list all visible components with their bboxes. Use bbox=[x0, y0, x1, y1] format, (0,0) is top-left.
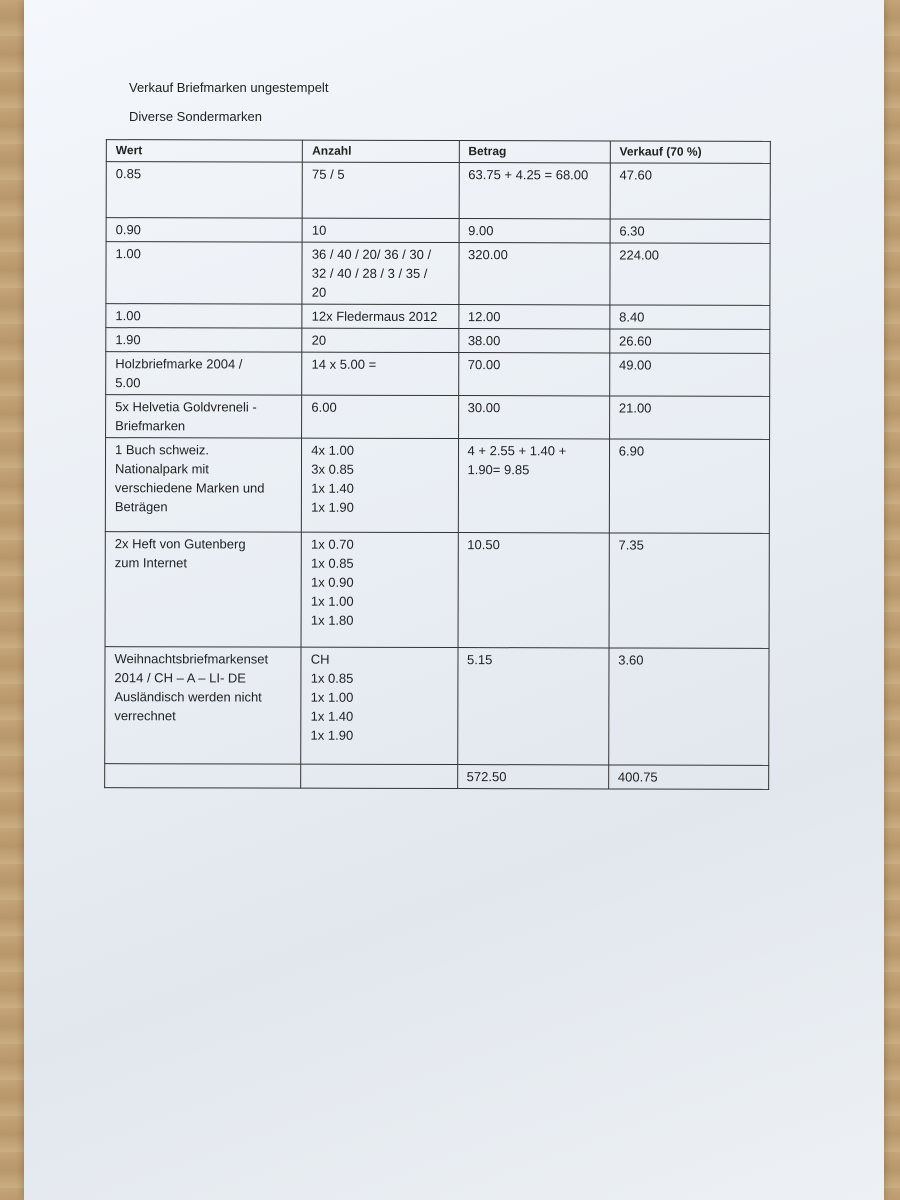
cell-anzahl: 20 bbox=[302, 328, 458, 352]
cell-betrag: 5.15 bbox=[457, 648, 609, 765]
paper-sheet bbox=[24, 0, 884, 1200]
cell-verkauf: 26.60 bbox=[610, 329, 770, 353]
cell-betrag: 320.00 bbox=[458, 243, 609, 305]
cell-betrag: 70.00 bbox=[458, 353, 609, 396]
cell-anzahl: 1x 0.70 1x 0.85 1x 0.90 1x 1.00 1x 1.80 bbox=[301, 532, 458, 647]
header-betrag: Betrag bbox=[459, 141, 610, 163]
table-row bbox=[106, 218, 770, 244]
table-row bbox=[106, 242, 770, 306]
cell-betrag: 63.75 + 4.25 = 68.00 bbox=[459, 163, 610, 219]
cell-wert: 5x Helvetia Goldvreneli - Briefmarken bbox=[106, 395, 302, 439]
cell-anzahl: 4x 1.00 3x 0.85 1x 1.40 1x 1.90 bbox=[302, 438, 458, 532]
cell-wert: 0.85 bbox=[106, 162, 302, 219]
cell-betrag: 4 + 2.55 + 1.40 + 1.90= 9.85 bbox=[458, 439, 609, 533]
table-row bbox=[106, 395, 770, 440]
cell-wert: 0.90 bbox=[106, 218, 302, 243]
cell-verkauf: 49.00 bbox=[609, 353, 769, 396]
stamps-table bbox=[104, 139, 771, 790]
cell-verkauf: 224.00 bbox=[610, 243, 770, 305]
header-anzahl: Anzahl bbox=[303, 140, 459, 162]
table-row bbox=[106, 352, 770, 397]
table-row bbox=[105, 532, 769, 649]
cell-betrag: 9.00 bbox=[459, 219, 610, 243]
cell-betrag: 12.00 bbox=[458, 305, 609, 329]
cell-wert: 1.90 bbox=[106, 328, 302, 353]
cell-total-verkauf: 400.75 bbox=[608, 765, 768, 789]
table-row bbox=[106, 162, 770, 220]
header-verkauf: Verkauf (70 %) bbox=[610, 141, 770, 163]
cell-wert: Weihnachtsbriefmarkenset 2014 / CH – A – LI- DE Ausländisch werden nicht verrechnet bbox=[105, 647, 302, 765]
cell-wert: 1 Buch schweiz. Nationalpark mit verschiedene Marken und Beträgen bbox=[105, 438, 302, 533]
cell-anzahl: 6.00 bbox=[302, 395, 458, 438]
cell-wert: 1.00 bbox=[106, 304, 302, 329]
cell-anzahl: 36 / 40 / 20/ 36 / 30 / 32 / 40 / 28 / 3 / 35 / 20 bbox=[302, 242, 458, 304]
document-subtitle: Diverse Sondermarken bbox=[129, 109, 262, 124]
cell-verkauf: 3.60 bbox=[608, 648, 769, 765]
cell-verkauf: 21.00 bbox=[609, 396, 769, 439]
table-row bbox=[106, 304, 770, 330]
table-row bbox=[105, 438, 769, 534]
table-row bbox=[106, 328, 770, 354]
cell-verkauf: 8.40 bbox=[610, 305, 770, 329]
cell-wert: 2x Heft von Gutenberg zum Internet bbox=[105, 532, 302, 648]
table-header-row bbox=[106, 140, 770, 164]
cell-verkauf: 6.90 bbox=[609, 439, 770, 533]
cell-anzahl: CH 1x 0.85 1x 1.00 1x 1.40 1x 1.90 bbox=[301, 647, 458, 764]
cell-anzahl: 12x Fledermaus 2012 bbox=[302, 304, 458, 328]
table-total-row bbox=[105, 764, 769, 790]
header-wert: Wert bbox=[106, 140, 302, 163]
cell-wert: Holzbriefmarke 2004 / 5.00 bbox=[106, 352, 302, 396]
cell-wert: 1.00 bbox=[106, 242, 302, 305]
cell-anzahl: 14 x 5.00 = bbox=[302, 352, 458, 395]
cell-wert bbox=[105, 764, 301, 789]
cell-anzahl: 10 bbox=[302, 218, 458, 242]
cell-betrag: 38.00 bbox=[458, 329, 609, 353]
document-title: Verkauf Briefmarken ungestempelt bbox=[129, 80, 329, 95]
cell-verkauf: 47.60 bbox=[610, 163, 770, 219]
cell-betrag: 30.00 bbox=[458, 396, 609, 439]
cell-verkauf: 6.30 bbox=[610, 219, 770, 243]
cell-betrag: 10.50 bbox=[458, 533, 610, 648]
table-row bbox=[105, 647, 769, 766]
cell-anzahl: 75 / 5 bbox=[302, 162, 458, 218]
cell-anzahl bbox=[301, 764, 457, 788]
cell-total-betrag: 572.50 bbox=[457, 765, 608, 789]
cell-verkauf: 7.35 bbox=[609, 533, 770, 648]
